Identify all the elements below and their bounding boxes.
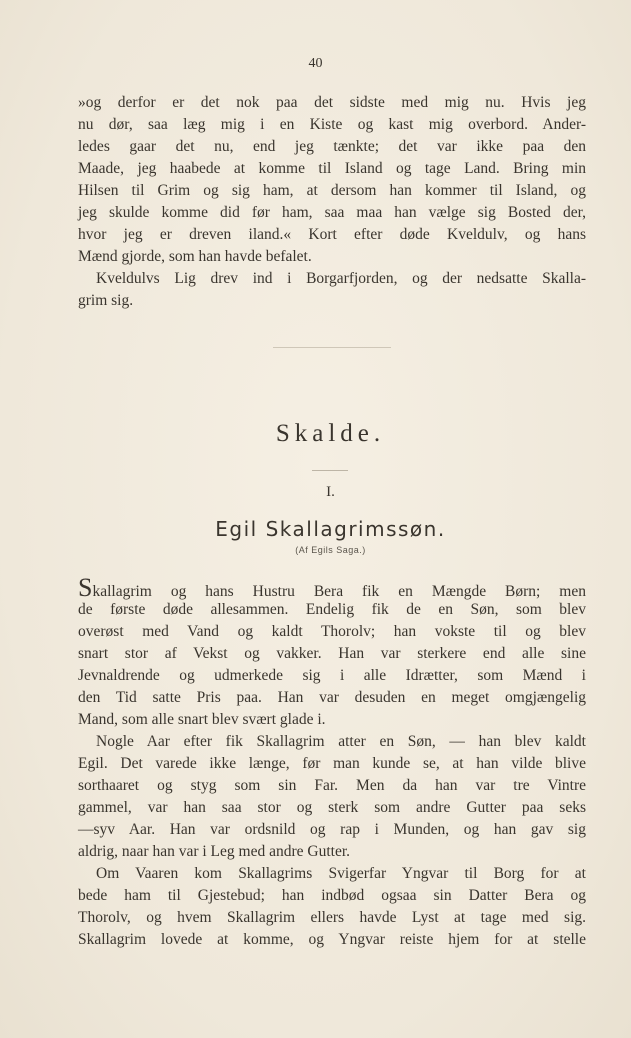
text-line: bede ham til Gjestebud; han indbød ogsaa sin Datter Bera og [78, 887, 586, 904]
text-line: de første døde allesammen. Endelig fik de en Søn, som blev [78, 601, 586, 618]
chapter-subtitle: (Af Egils Saga.) [295, 545, 366, 555]
text-line-rest: kallagrim og hans Hustru Bera fik en Mængde Børn; men [92, 583, 586, 600]
text-line: snart stor af Vekst og vakker. Han var sterkere end alle sine [78, 645, 586, 662]
text-line: Hilsen til Grim og sig ham, at dersom han kommer til Island, og [78, 182, 586, 199]
text-line: Om Vaaren kom Skallagrims Svigerfar Yngvar til Borg for at [96, 865, 586, 882]
text-line: Mand, som alle snart blev svært glade i. [78, 711, 326, 728]
text-line: jeg skulde komme did før ham, saa maa han vælge sig Bosted der, [78, 204, 586, 221]
chapter-numeral: I. [326, 484, 335, 500]
text-line: gammel, var han saa stor og sterk som andre Gutter paa seks [78, 799, 586, 816]
top-text-block [78, 92, 586, 312]
title-rule [312, 470, 348, 471]
text-line: nu dør, saa læg mig i en Kiste og kast mig overbord. Ander- [78, 116, 586, 133]
text-line: Thorolv, og hvem Skallagrim ellers havde Lyst at tage med sig. [78, 909, 586, 926]
text-line: ledes gaar det nu, end jeg tænkte; det var ikke paa den [78, 138, 586, 155]
text-line [78, 573, 586, 602]
section-divider [273, 347, 391, 348]
text-line: —syv Aar. Han var ordsnild og rap i Munden, og han gav sig [78, 821, 586, 838]
text-line: Jevnaldrende og udmerkede sig i alle Idrætter, som Mænd i [78, 667, 586, 684]
page-number: 40 [308, 56, 323, 71]
chapter-text-block [78, 573, 586, 951]
text-line: Skallagrim lovede at komme, og Yngvar reiste hjem for at stelle [78, 931, 586, 948]
text-line: aldrig, naar han var i Leg med andre Gutter. [78, 843, 350, 860]
text-line: Mænd gjorde, som han havde befalet. [78, 248, 312, 265]
text-line: Nogle Aar efter fik Skallagrim atter en Søn, — han blev kaldt [96, 733, 586, 750]
drop-cap: S [78, 573, 93, 602]
chapter-title: Egil Skallagrimssøn. [215, 517, 446, 541]
text-line: Egil. Det varede ikke længe, før man kunde se, at han vilde blive [78, 755, 586, 772]
text-line: Kveldulvs Lig drev ind i Borgarfjorden, og der nedsatte Skalla- [96, 270, 586, 287]
section-title: Skalde. [275, 420, 386, 447]
text-line: overøst med Vand og kaldt Thorolv; han vokste til og blev [78, 623, 586, 640]
text-line: »og derfor er det nok paa det sidste med mig nu. Hvis jeg [78, 94, 586, 111]
text-line: hvor jeg er dreven iland.« Kort efter døde Kveldulv, og hans [78, 226, 586, 243]
text-line: grim sig. [78, 292, 134, 309]
text-line: den Tid satte Pris paa. Han var desuden en meget omgjængelig [78, 689, 586, 706]
text-line: sorthaaret og styg som sin Far. Men da han var tre Vintre [78, 777, 586, 794]
text-line: Maade, jeg haabede at komme til Island og tage Land. Bring min [78, 160, 586, 177]
